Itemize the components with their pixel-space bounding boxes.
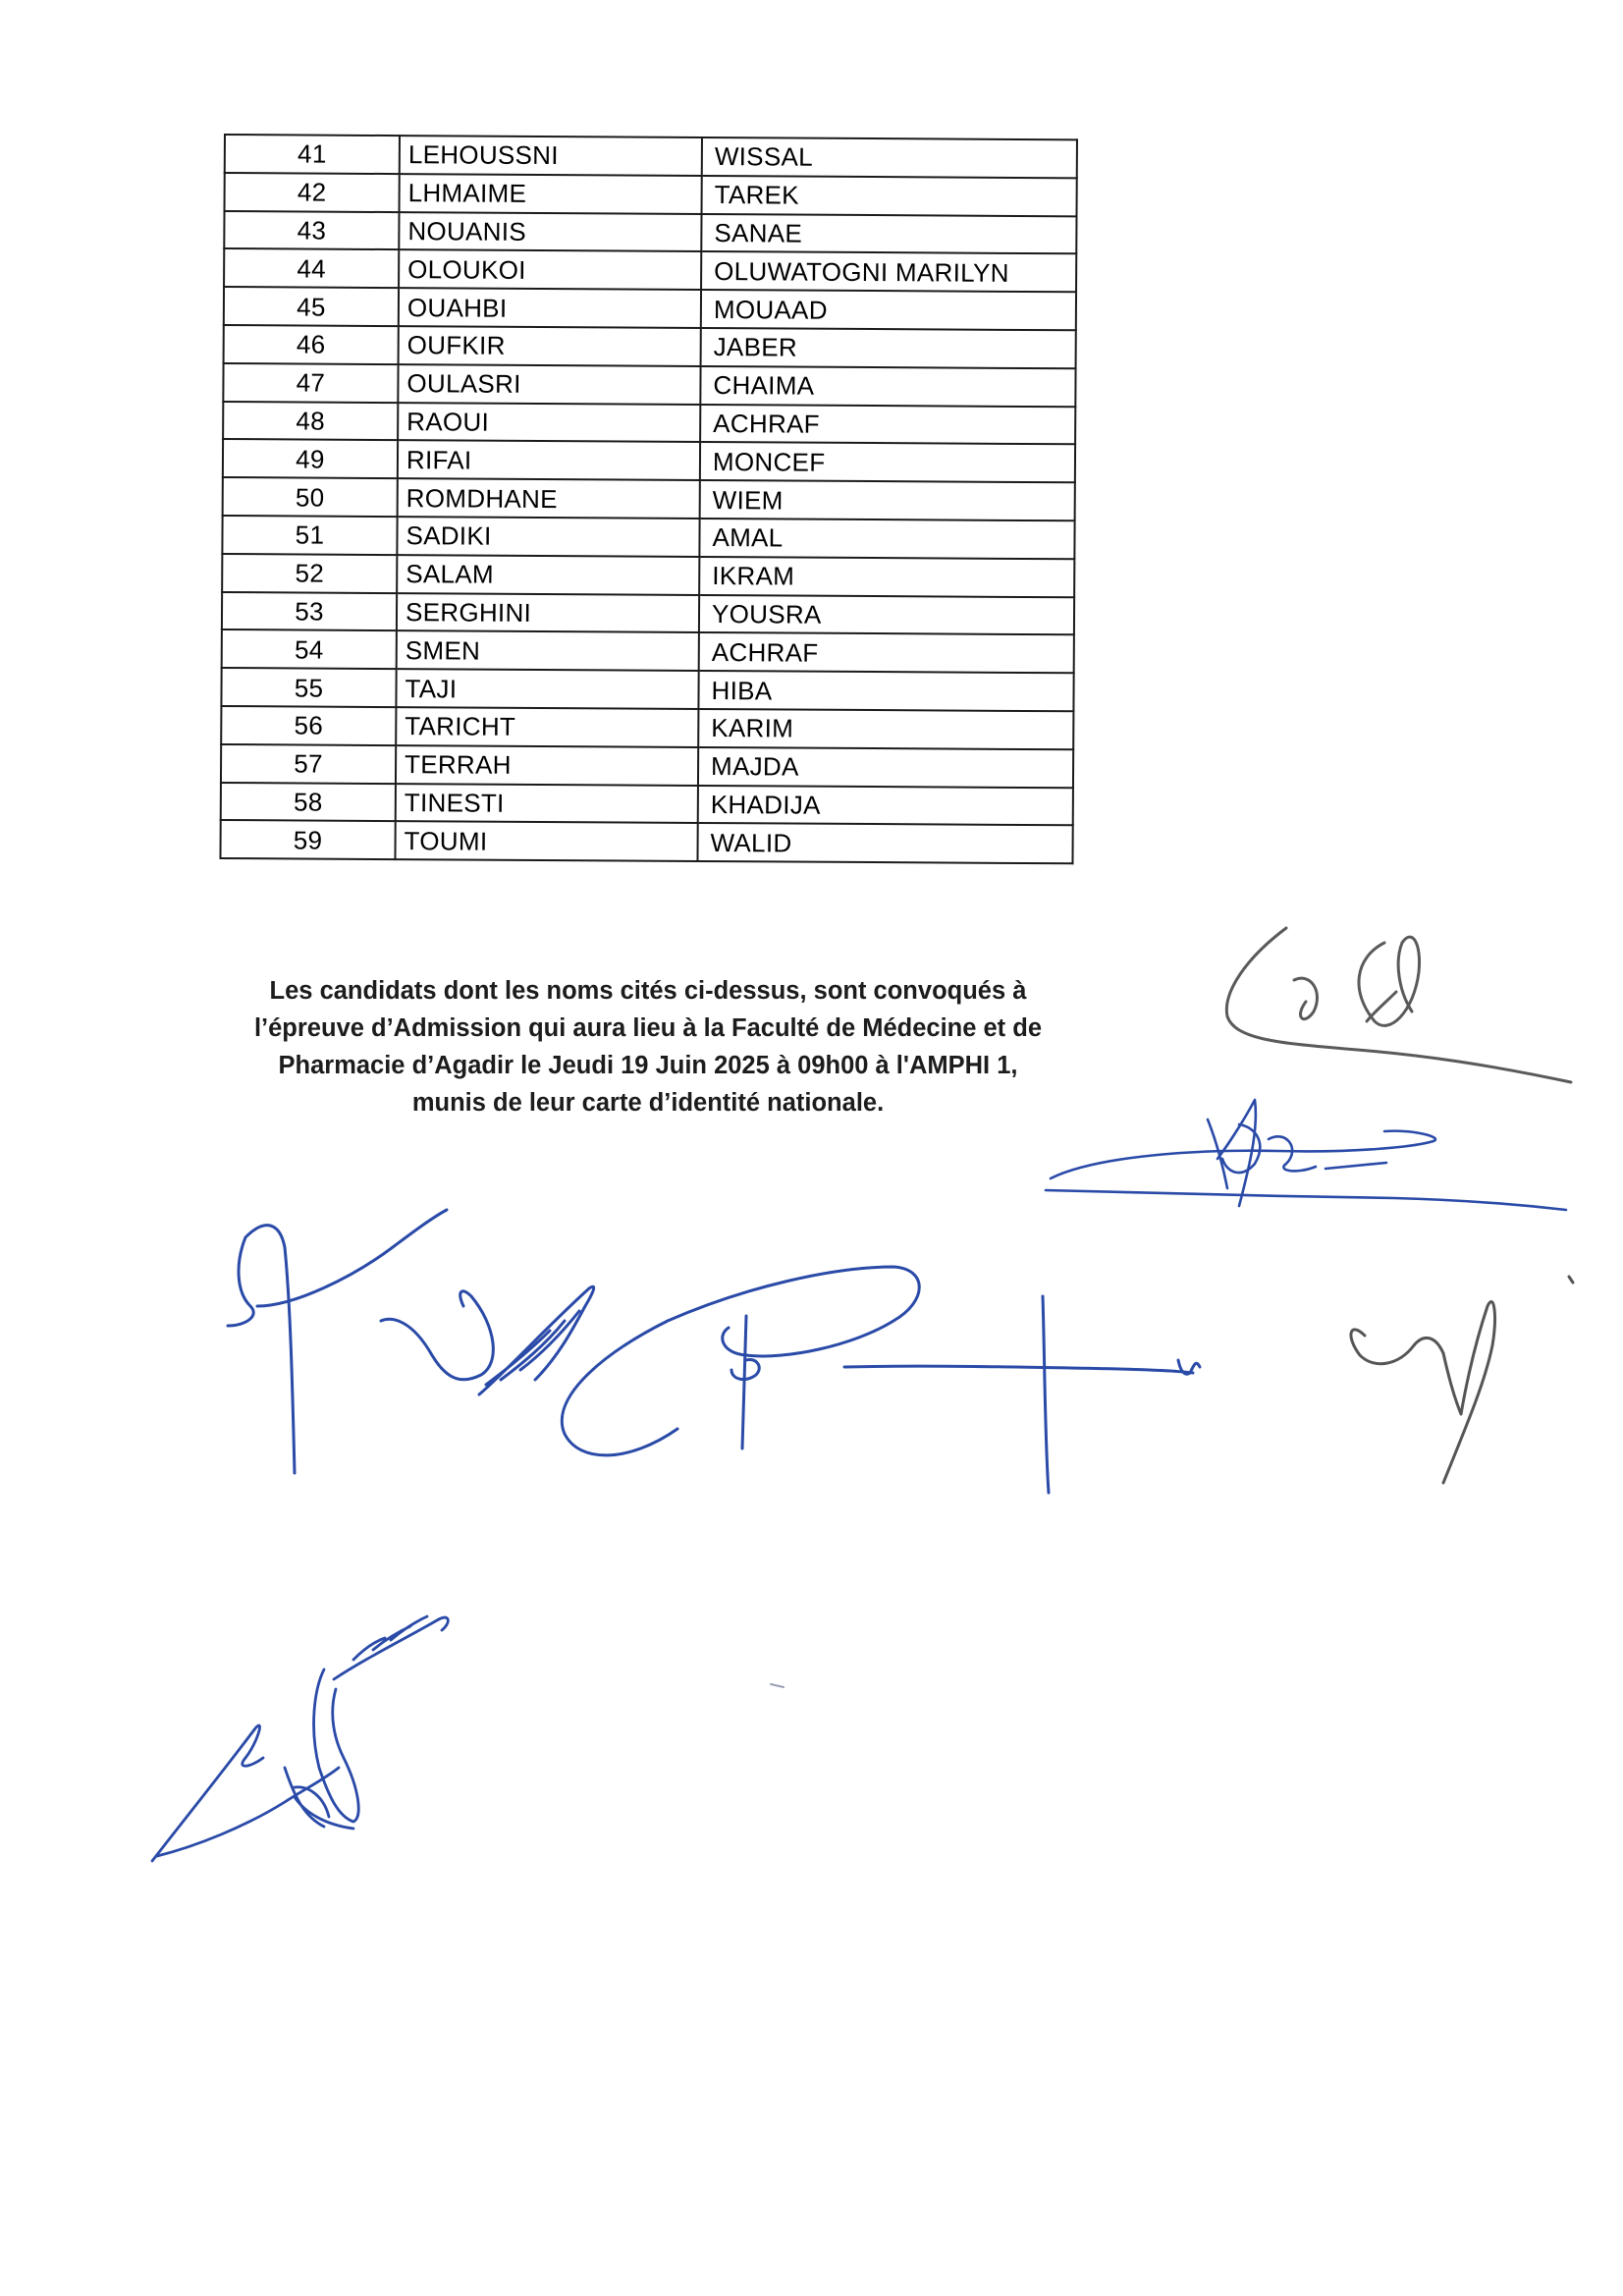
candidate-first-name: YOUSRA: [699, 595, 1074, 635]
candidate-first-name: IKRAM: [699, 557, 1074, 597]
candidate-last-name: SERGHINI: [397, 593, 699, 633]
table-row: [222, 592, 1074, 635]
candidate-table: [219, 134, 1077, 864]
candidate-last-name: RIFAI: [398, 440, 700, 480]
candidate-first-name: MAJDA: [698, 747, 1073, 788]
candidate-last-name: ROMDHANE: [398, 478, 700, 519]
candidate-number: 47: [223, 363, 398, 403]
candidate-first-name: OLUWATOGNI MARILYN: [701, 251, 1076, 292]
candidate-number: 45: [224, 287, 399, 326]
candidate-table-wrapper: [219, 134, 1077, 864]
candidate-number: 54: [222, 629, 397, 669]
candidate-number: 52: [222, 554, 397, 593]
candidate-last-name: TARICHT: [396, 707, 698, 747]
candidate-last-name: TAJI: [396, 669, 698, 709]
signature-2: [1046, 1100, 1566, 1210]
candidate-number: 48: [223, 402, 398, 441]
table-row: [224, 248, 1076, 292]
table-row: [222, 629, 1074, 673]
table-row: [223, 439, 1075, 482]
candidate-first-name: WIEM: [700, 480, 1075, 520]
table-row: [223, 402, 1075, 445]
signature-6: [152, 1616, 448, 1861]
candidate-first-name: ACHRAF: [699, 632, 1074, 673]
candidate-table-body: [220, 135, 1076, 863]
stray-mark: [771, 1684, 784, 1687]
candidate-last-name: NOUANIS: [399, 212, 701, 252]
candidate-number: 43: [224, 211, 399, 250]
candidate-last-name: RAOUI: [398, 403, 700, 443]
notice-line-3: Pharmacie d’Agadir le Jeudi 19 Juin 2025 à 09h00 à l'AMPHI 1,: [278, 1052, 1018, 1079]
table-row: [221, 783, 1073, 826]
convocation-notice: [196, 972, 1100, 1121]
candidate-first-name: AMAL: [699, 519, 1074, 559]
candidate-first-name: TAREK: [702, 176, 1077, 216]
table-row: [224, 287, 1076, 330]
candidate-first-name: KARIM: [698, 709, 1073, 749]
candidate-last-name: OUAHBI: [399, 288, 701, 328]
signature-1: [1226, 928, 1571, 1082]
candidate-last-name: LEHOUSSNI: [400, 136, 702, 176]
candidate-number: 51: [222, 516, 397, 555]
candidate-first-name: SANAE: [701, 214, 1076, 254]
candidate-number: 56: [221, 706, 396, 745]
candidate-last-name: SMEN: [397, 630, 699, 671]
table-row: [222, 554, 1074, 597]
table-row: [221, 744, 1073, 788]
candidate-number: 41: [225, 135, 400, 174]
candidate-number: 57: [221, 744, 396, 784]
signature-4: [562, 1267, 1200, 1493]
signature-5: [1351, 1277, 1573, 1483]
table-row: [220, 820, 1072, 863]
candidate-last-name: OULASRI: [398, 364, 700, 405]
candidate-number: 55: [221, 668, 396, 707]
candidate-first-name: CHAIMA: [700, 366, 1075, 407]
candidate-first-name: MONCEF: [700, 442, 1075, 482]
candidate-number: 44: [224, 248, 399, 288]
candidate-first-name: MOUAAD: [701, 290, 1076, 330]
candidate-first-name: WALID: [697, 823, 1072, 863]
candidate-first-name: WISSAL: [702, 137, 1077, 178]
candidate-number: 49: [223, 439, 398, 478]
candidate-number: 53: [222, 592, 397, 631]
candidate-last-name: TINESTI: [396, 784, 698, 824]
candidate-first-name: KHADIJA: [698, 786, 1073, 826]
candidate-first-name: ACHRAF: [700, 405, 1075, 445]
table-row: [225, 173, 1077, 216]
candidate-number: 50: [223, 477, 398, 517]
candidate-last-name: OLOUKOI: [399, 249, 701, 290]
table-row: [223, 363, 1075, 407]
candidate-number: 59: [220, 820, 395, 859]
table-row: [224, 211, 1076, 254]
table-row: [224, 325, 1076, 368]
candidate-last-name: TOUMI: [395, 821, 697, 861]
table-row: [221, 706, 1073, 749]
candidate-number: 46: [224, 325, 399, 364]
table-row: [225, 135, 1077, 178]
candidate-first-name: HIBA: [698, 671, 1073, 711]
table-row: [221, 668, 1073, 711]
table-row: [223, 477, 1075, 520]
signature-3: [228, 1210, 594, 1473]
notice-line-1: Les candidats dont les noms cités ci-dessus, sont convoqués à: [269, 977, 1027, 1005]
candidate-last-name: LHMAIME: [400, 174, 702, 214]
candidate-last-name: OUFKIR: [399, 326, 701, 366]
candidate-last-name: TERRAH: [396, 745, 698, 786]
notice-line-4: munis de leur carte d’identité nationale.: [411, 1089, 885, 1117]
candidate-number: 58: [221, 783, 396, 822]
table-row: [222, 516, 1074, 559]
notice-line-2: l’épreuve d’Admission qui aura lieu à la Faculté de Médecine et de: [253, 1014, 1043, 1042]
candidate-number: 42: [225, 173, 400, 212]
candidate-first-name: JABER: [701, 328, 1076, 368]
candidate-last-name: SALAM: [397, 555, 699, 595]
candidate-last-name: SADIKI: [397, 517, 699, 557]
